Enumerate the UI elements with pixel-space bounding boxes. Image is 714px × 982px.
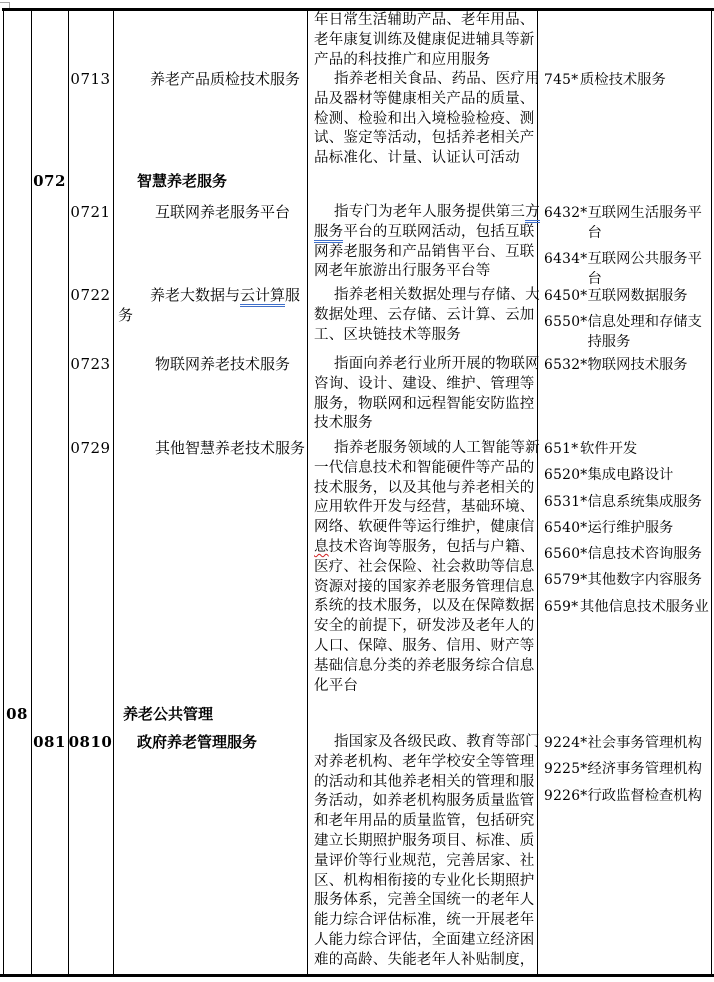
related-code-name: 其他数字内容服务 xyxy=(587,572,702,589)
related-code-entry xyxy=(544,440,710,460)
column-divider-3 xyxy=(113,10,114,974)
description-line: 指养老相关食品、药品、医疗用 xyxy=(334,71,540,87)
category-title-line: 智慧养老服务 xyxy=(137,172,228,190)
category-title-line: 养老公共管理 xyxy=(123,705,214,723)
description-line: 试、鉴定等活动，包括养老相关产 xyxy=(314,130,535,147)
related-code-name: 质检技术服务 xyxy=(580,72,666,88)
related-code-number: 6434* xyxy=(544,251,588,268)
description-line: 技术服务 xyxy=(314,415,373,432)
category-title-line: 其他智慧养老技术服务 xyxy=(155,439,306,457)
related-code-entry xyxy=(544,545,710,565)
category-title xyxy=(114,203,307,223)
related-code-entry xyxy=(544,598,710,618)
related-codes-cell xyxy=(544,204,710,296)
description-cell xyxy=(308,70,540,169)
description-line: 检测、检验和出入境检验检疫、测 xyxy=(314,110,535,127)
related-code-number: 6579* xyxy=(544,572,588,589)
description-line: 服务平台的互联网活动，包括互联 xyxy=(314,223,530,243)
related-code-name: 其他信息技术服务业 xyxy=(580,598,709,615)
description-line: 指国家及各级民政、教育等部门 xyxy=(334,734,540,750)
section-code: 08 xyxy=(6,705,28,723)
class-code: 0722 xyxy=(70,286,111,304)
description-line: 网养老服务和产品销售平台、互联 xyxy=(314,243,535,260)
table-border-right xyxy=(711,10,712,974)
category-title-line: 政府养老管理服务 xyxy=(137,733,258,751)
category-title-line: 养老产品质检技术服务 xyxy=(150,70,301,88)
related-codes-cell xyxy=(544,71,710,97)
category-title xyxy=(114,705,307,725)
table-bottom-border xyxy=(0,974,714,977)
related-codes-cell xyxy=(544,287,710,359)
category-title-line: 物联网养老技术服务 xyxy=(155,355,291,373)
description-line: 区、机构相衔接的专业化长期照护 xyxy=(314,872,535,889)
description-line: 网络、软硬件等运行维护，健康信 xyxy=(314,519,535,536)
category-title xyxy=(114,172,307,192)
column-divider-5 xyxy=(537,10,538,974)
category-title xyxy=(114,355,307,375)
related-code-entry xyxy=(544,287,710,307)
category-title-line: 养老大数据与云计算服 xyxy=(118,286,307,306)
related-code-number: 9226* xyxy=(544,787,588,804)
category-title-line: 务 xyxy=(118,305,134,324)
description-line: 工、区块链技术等服务 xyxy=(314,326,461,343)
description-line: 指专门为老年人服务提供第三方 xyxy=(314,203,530,223)
description-line: 指养老相关数据处理与存储、大 xyxy=(334,287,540,303)
description-line: 品标准化、计量、认证认可活动 xyxy=(314,150,520,167)
description-line: 应用软件开发与经营，基础环境、 xyxy=(314,499,535,516)
class-code: 0810 xyxy=(68,733,113,751)
description-line: 的活动和其他养老相关的管理和服 xyxy=(314,773,535,790)
class-code: 0713 xyxy=(70,70,111,88)
related-code-number: 659* xyxy=(544,598,579,615)
column-divider-2 xyxy=(68,10,69,974)
related-code-number: 9225* xyxy=(544,761,588,778)
description-line: 建立长期照护服务项目、标准、质 xyxy=(314,832,535,849)
related-code-number: 6520* xyxy=(544,467,588,484)
category-title xyxy=(114,439,307,459)
related-code-number: 6432* xyxy=(544,205,588,221)
related-code-name: 软件开发 xyxy=(580,441,638,457)
spellcheck-underline: 息 xyxy=(314,538,329,555)
table-border-left xyxy=(3,10,4,974)
description-line: 指养老服务领域的人工智能等新 xyxy=(334,440,540,456)
related-codes-cell xyxy=(544,734,710,813)
related-code-entry xyxy=(544,519,710,539)
category-title xyxy=(114,70,307,90)
related-code-entry xyxy=(544,493,710,513)
related-code-entry xyxy=(544,571,710,591)
category-title-line: 互联网养老服务平台 xyxy=(155,203,291,221)
description-line: 息技术咨询等服务，包括与户籍、 xyxy=(314,538,535,555)
description-line: 量评价等行业规范，完善居家、社 xyxy=(314,852,535,869)
description-line: 系统的技术服务，以及在保障数据 xyxy=(314,598,535,615)
description-cell xyxy=(308,733,540,971)
group-code: 072 xyxy=(33,172,66,190)
related-code-name: 互联网公共服务平台 xyxy=(587,251,702,287)
related-code-entry xyxy=(544,71,710,91)
related-code-name: 信息技术咨询服务 xyxy=(587,546,702,563)
description-line: 能力综合评估标准，统一开展老年 xyxy=(314,912,535,929)
related-code-number: 651* xyxy=(544,441,579,457)
description-line: 服务体系，完善全国统一的老年人 xyxy=(314,892,535,909)
related-code-entry xyxy=(544,313,710,353)
description-line: 基础信息分类的养老服务综合信息 xyxy=(314,657,535,674)
related-code-name: 运行维护服务 xyxy=(587,519,674,536)
description-cell xyxy=(308,355,540,434)
related-code-number: 6550* xyxy=(544,314,588,331)
description-cell xyxy=(308,439,540,696)
related-code-name: 集成电路设计 xyxy=(587,467,674,484)
related-code-entry xyxy=(544,356,710,376)
description-line: 产品的科技推广和应用服务 xyxy=(314,51,491,68)
description-line: 化平台 xyxy=(314,677,359,694)
description-line: 难的高龄、失能老年人补贴制度， xyxy=(314,951,535,968)
description-line: 和老年用品的质量监管，包括研究 xyxy=(314,813,535,830)
description-line: 指面向养老行业所开展的物联网 xyxy=(334,356,540,372)
description-line: 年日常生活辅助产品、老年用品、 xyxy=(314,12,535,28)
description-cell xyxy=(308,286,540,345)
related-codes-cell xyxy=(544,356,710,382)
description-line: 人口、保障、服务、信用、财产等 xyxy=(314,637,535,654)
description-line: 品及器材等健康相关产品的质量、 xyxy=(314,90,535,107)
description-cell xyxy=(308,203,540,282)
description-line: 人能力综合评估，全面建立经济困 xyxy=(314,931,535,948)
related-code-entry xyxy=(544,250,710,290)
grammar-check-underline: 服务 xyxy=(314,224,343,243)
group-code: 081 xyxy=(33,733,66,751)
related-code-number: 745* xyxy=(544,72,579,88)
class-code: 0723 xyxy=(70,355,111,373)
description-line: 对养老机构、老年学校安全等管理 xyxy=(314,753,535,770)
grammar-check-underline: 云计算 xyxy=(240,286,285,307)
related-code-name: 经济事务管理机构 xyxy=(587,761,702,778)
related-code-number: 6450* xyxy=(544,288,588,304)
description-line: 一代信息技术和智能硬件等产品的 xyxy=(314,459,535,476)
related-codes-cell xyxy=(544,440,710,624)
related-code-number: 6531* xyxy=(544,493,588,510)
related-code-number: 6560* xyxy=(544,546,588,563)
description-line: 数据处理、云存储、云计算、云加 xyxy=(314,306,535,323)
related-code-name: 信息系统集成服务 xyxy=(587,493,702,510)
description-line: 网老年旅游出行服务平台等 xyxy=(314,263,491,280)
description-line: 咨询、设计、建设、维护、管理等 xyxy=(314,375,535,392)
related-code-name: 物联网技术服务 xyxy=(587,357,688,373)
description-line: 服务，物联网和远程智能安防监控 xyxy=(314,395,535,412)
description-line: 资源对接的国家养老服务管理信息 xyxy=(314,578,535,595)
related-code-number: 6540* xyxy=(544,519,588,536)
related-code-name: 信息处理和存储支持服务 xyxy=(587,314,702,351)
related-code-entry xyxy=(544,760,710,780)
related-code-entry xyxy=(544,734,710,754)
description-line: 医疗、社会保险、社会救助等信息 xyxy=(314,558,535,575)
column-divider-1 xyxy=(31,10,32,974)
description-cell xyxy=(308,11,536,70)
related-code-number: 9224* xyxy=(544,735,588,751)
grammar-check-underline: 方 xyxy=(525,204,540,223)
related-code-number: 6532* xyxy=(544,357,588,373)
related-code-entry xyxy=(544,787,710,807)
category-title xyxy=(114,286,307,326)
related-code-name: 互联网数据服务 xyxy=(587,288,688,304)
class-code: 0729 xyxy=(70,439,111,457)
category-title xyxy=(114,733,307,753)
description-line: 安全的前提下，研发涉及老年人的 xyxy=(314,618,535,635)
description-line: 务活动，如养老机构服务质量监管 xyxy=(314,793,535,810)
description-line: 技术服务，以及其他与养老相关的 xyxy=(314,479,535,496)
related-code-entry xyxy=(544,204,710,244)
description-line: 老年康复训练及健康促进辅具等新 xyxy=(314,31,535,48)
related-code-name: 社会事务管理机构 xyxy=(587,735,702,751)
related-code-entry xyxy=(544,466,710,486)
related-code-name: 行政监督检查机构 xyxy=(587,787,702,804)
class-code: 0721 xyxy=(70,203,111,221)
related-code-name: 互联网生活服务平台 xyxy=(587,205,702,241)
